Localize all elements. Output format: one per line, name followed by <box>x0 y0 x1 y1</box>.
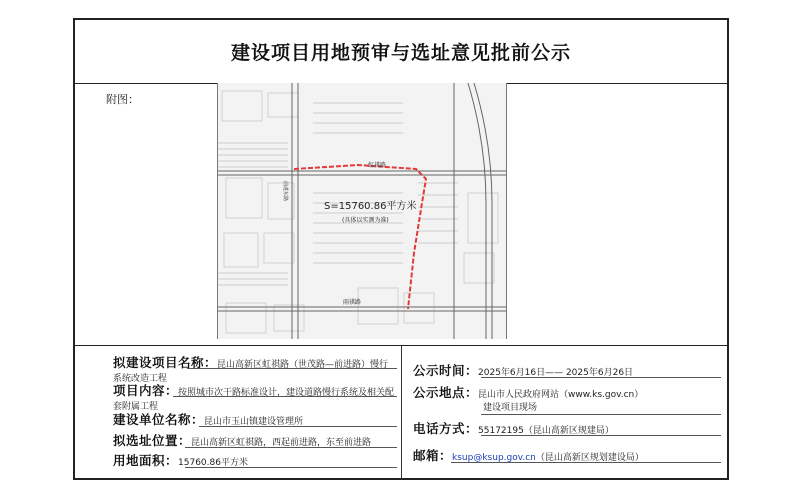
road-bottom-label: 雨祺路 <box>343 299 362 306</box>
field-phone: 电话方式：55172195（昆山高新区规建局） <box>413 421 614 436</box>
road-left-label: 前进东路 <box>282 181 288 202</box>
field-builder: 建设单位名称：昆山市玉山镇建设管理所 <box>113 412 304 427</box>
field-location: 拟选址位置：昆山高新区虹祺路，西起前进路，东至前进路 <box>113 433 372 448</box>
site-map <box>217 83 507 339</box>
road-top-label: 虹祺路 <box>368 162 387 169</box>
field-notice-place: 公示地点：昆山市人民政府网站（www.ks.gov.cn） <box>413 385 644 400</box>
area-note: (具体以实测为准) <box>342 217 389 224</box>
project-boundary <box>294 165 426 309</box>
field-project-name: 拟建设项目名称：昆山高新区虹祺路（世茂路—前进路）慢行系统改造工程 <box>113 355 389 384</box>
field-email: 邮箱：ksup@ksup.gov.cn（昆山高新区规划建设局） <box>413 448 644 463</box>
notice-title: 建设项目用地预审与选址意见批前公示 <box>75 20 727 84</box>
notice-sheet <box>73 18 729 480</box>
field-area: 用地面积：15760.86平方米 <box>113 453 248 468</box>
field-project-content: 项目内容：按照城市次干路标准设计，建设道路慢行系统及相关配套附属工程 <box>113 383 395 412</box>
area-text: S=15760.86平方米 <box>324 201 417 212</box>
info-panel <box>75 345 727 480</box>
info-divider <box>401 346 402 480</box>
attachment-label: 附图： <box>106 93 139 106</box>
field-notice-time: 公示时间：2025年6月16日—— 2025年6月26日 <box>413 363 634 378</box>
field-notice-place-2: 建设项目现场 <box>483 403 538 413</box>
email-link[interactable]: ksup@ksup.gov.cn <box>452 453 536 463</box>
